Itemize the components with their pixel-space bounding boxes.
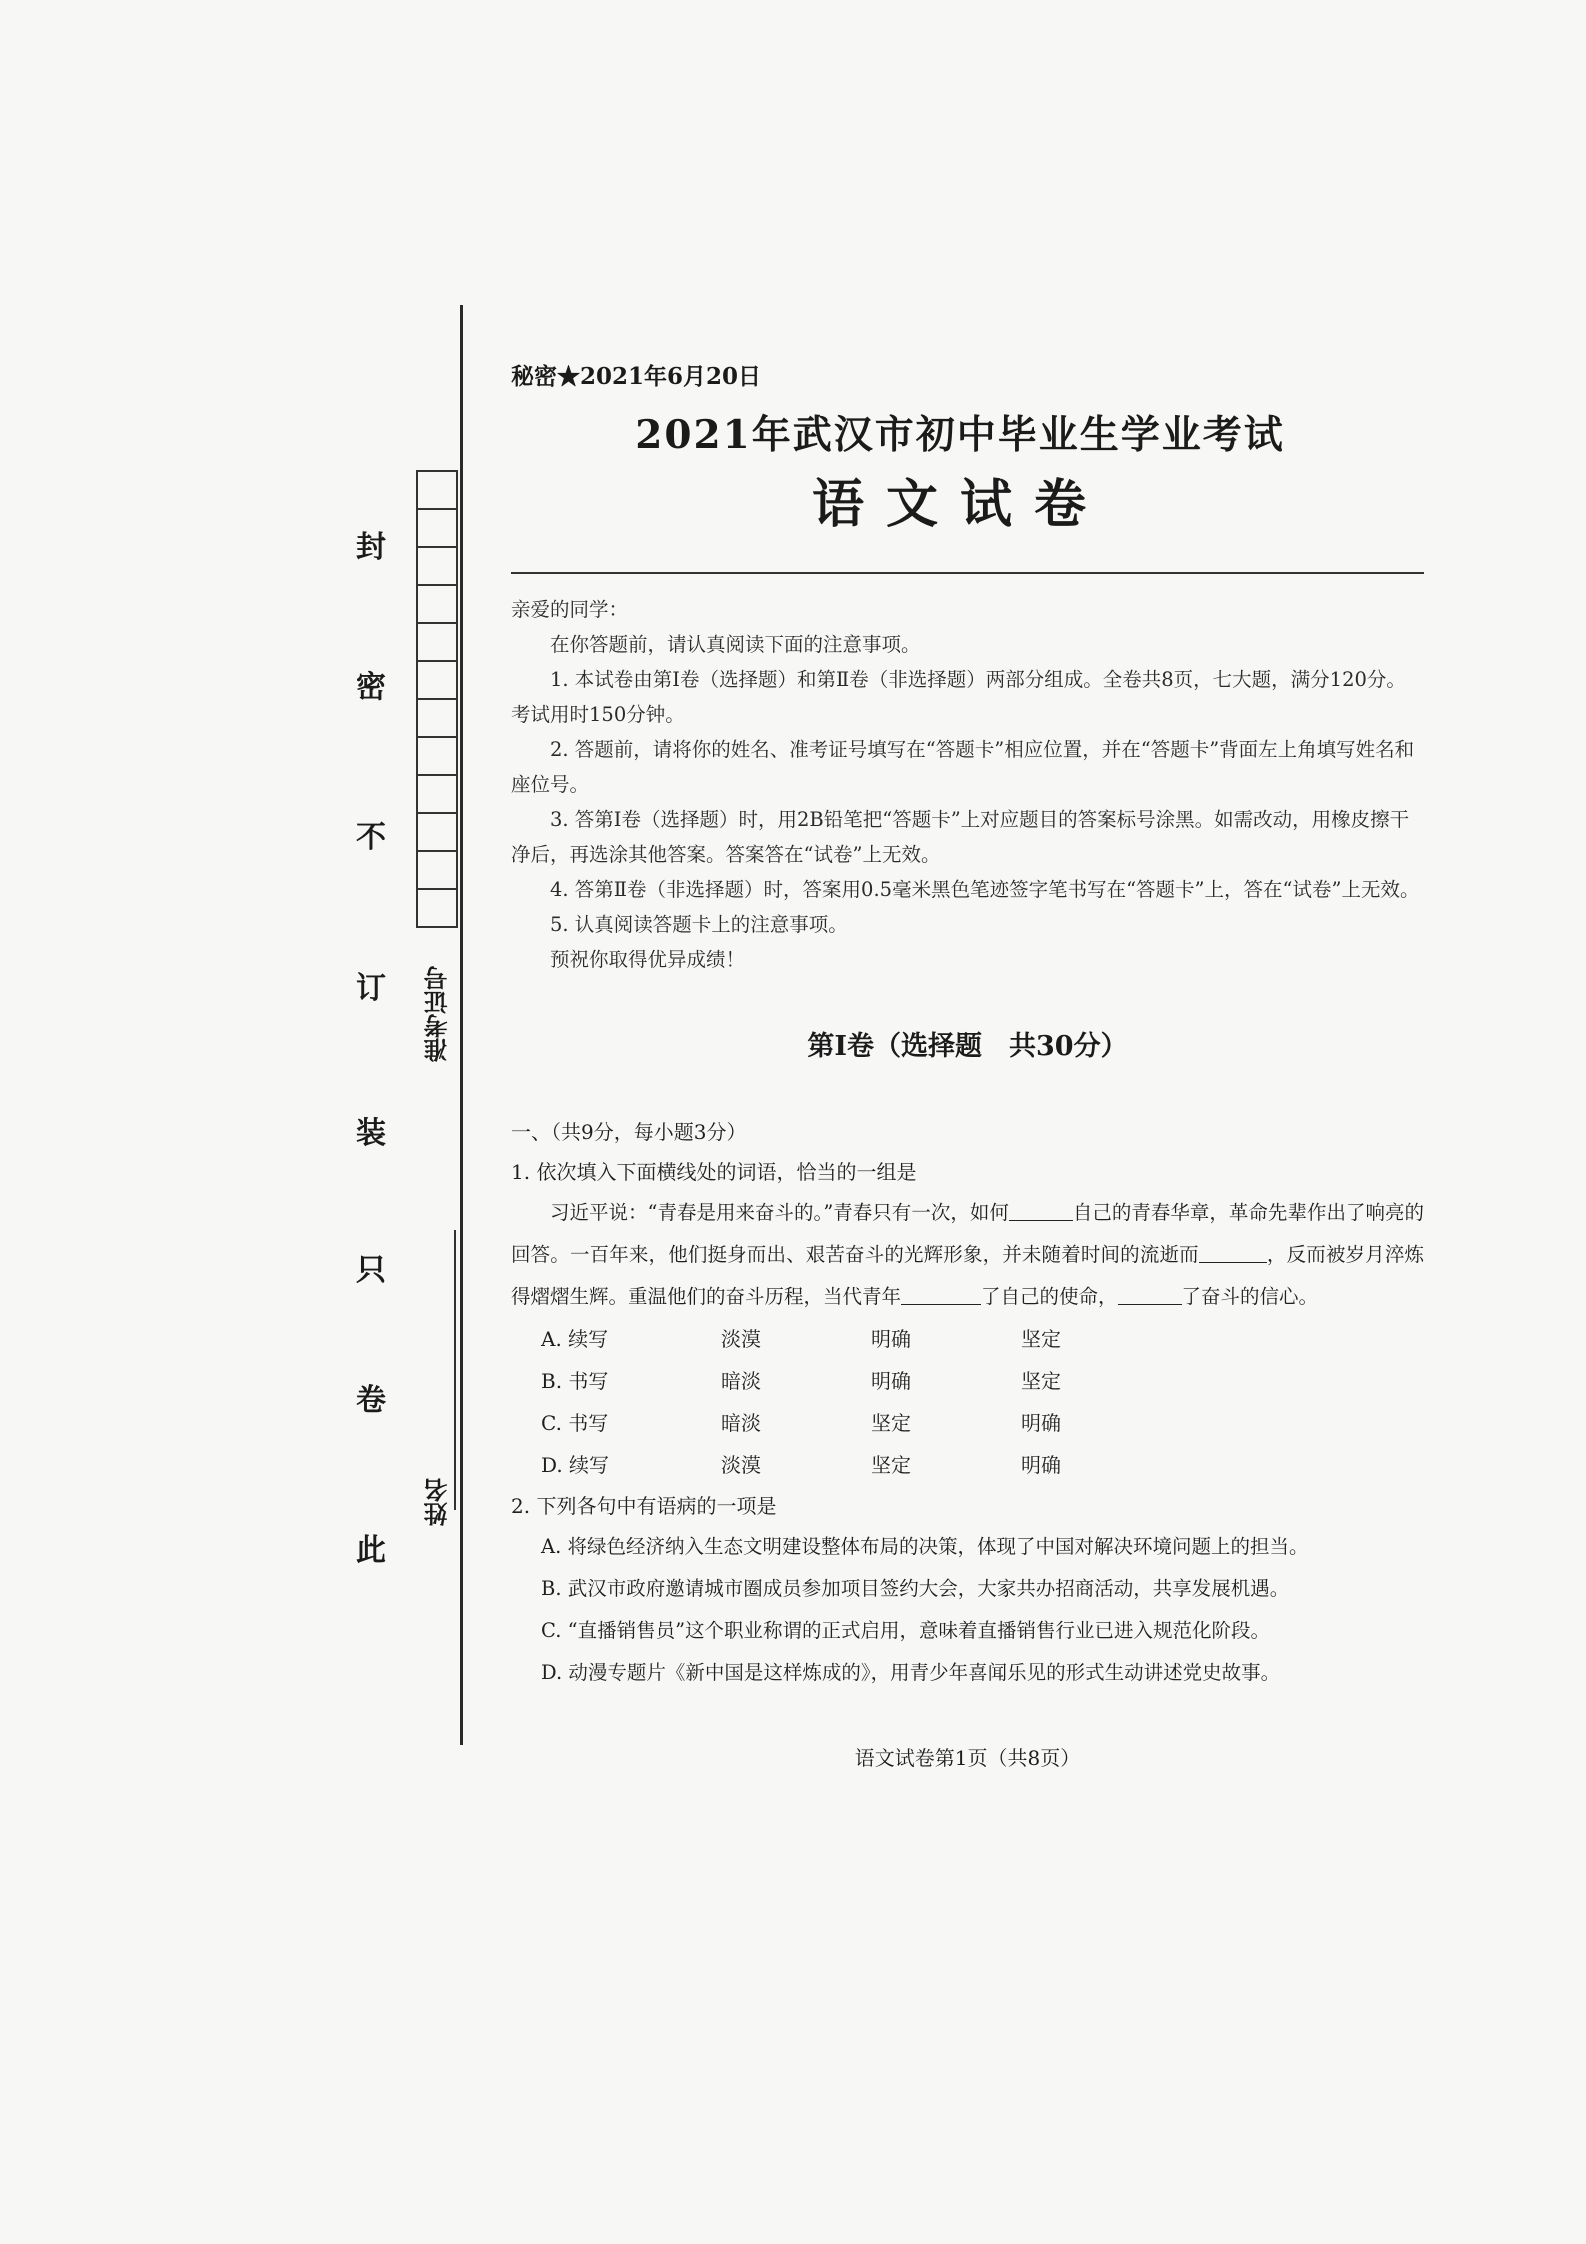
q2-option-b: B. 武汉市政府邀请城市圈成员参加项目签约大会，大家共办招商活动，共享发展机遇。 <box>541 1577 1290 1600</box>
option-cell: 坚定 <box>1021 1327 1061 1351</box>
seal-char-zhi: 只 <box>356 1253 386 1288</box>
notice-closing: 预祝你取得优异成绩！ <box>550 948 746 971</box>
seal-char-mi: 密 <box>356 670 386 705</box>
passage-seg-5: 了奋斗的信心。 <box>1181 1285 1319 1308</box>
notice-item-1: 1. 本试卷由第Ⅰ卷（选择题）和第Ⅱ卷（非选择题）两部分组成。全卷共8页，七大题，满分120分。考试用时150分钟。 <box>511 668 1406 726</box>
passage-seg-1: 习近平说：“青春是用来奋斗的。”青春只有一次，如何 <box>550 1201 1009 1224</box>
notice-item-2: 2. 答题前，请将你的姓名、准考证号填写在“答题卡”相应位置，并在“答题卡”背面左上角填写姓名和座位号。 <box>511 738 1415 796</box>
seal-char-bu: 不 <box>356 820 386 855</box>
name-label: 姓名 <box>424 1478 452 1526</box>
header-divider <box>511 572 1424 574</box>
notice-section <box>511 592 1424 977</box>
seal-char-juan: 卷 <box>356 1383 386 1418</box>
q1-passage <box>511 1192 1424 1318</box>
name-line[interactable] <box>454 1230 456 1510</box>
option-cell: B. 书写 <box>541 1369 609 1393</box>
notice-intro: 在你答题前，请认真阅读下面的注意事项。 <box>550 633 921 656</box>
page-footer: 语文试卷第1页（共8页） <box>854 1746 1081 1770</box>
option-cell: D. 续写 <box>541 1453 610 1477</box>
q1-option-b <box>511 1360 1424 1402</box>
exam-id-label: 准考证号 <box>424 966 452 1062</box>
option-cell: 暗淡 <box>721 1411 761 1435</box>
option-cell: A. 续写 <box>541 1327 609 1351</box>
q1-option-c <box>511 1402 1424 1444</box>
q2-option-a: A. 将绿色经济纳入生态文明建设整体布局的决策，体现了中国对解决环境问题上的担当。 <box>541 1535 1309 1558</box>
option-cell: 明确 <box>1021 1411 1061 1435</box>
q1-stem: 1. 依次填入下面横线处的词语，恰当的一组是 <box>511 1160 917 1184</box>
q1-option-d <box>511 1444 1424 1486</box>
blank-2 <box>1199 1243 1267 1264</box>
q2-stem: 2. 下列各句中有语病的一项是 <box>511 1494 777 1518</box>
option-cell: 坚定 <box>1021 1369 1061 1393</box>
option-cell: 明确 <box>871 1369 911 1393</box>
option-cell: 淡漠 <box>721 1327 761 1351</box>
paper-title: 语文试卷 <box>811 474 1108 535</box>
passage-seg-2: 自己的青春华章，革命先辈作出了响亮的回答。一百年来，他们挺身而出、艰苦奋斗的光辉形象，并未随着时间的流逝而 <box>511 1201 1424 1266</box>
seal-char-feng: 封 <box>356 530 386 565</box>
secret-date-line: 秘密★2021年6月20日 <box>511 363 762 390</box>
part1-title: 第Ⅰ卷（选择题 共30分） <box>807 1031 1128 1062</box>
q1-option-a <box>511 1318 1424 1360</box>
notice-item-3: 3. 答第Ⅰ卷（选择题）时，用2B铅笔把“答题卡”上对应题目的答案标号涂黑。如需改动，用橡皮擦干净后，再选涂其他答案。答案答在“试卷”上无效。 <box>511 808 1410 866</box>
blank-1 <box>1009 1201 1073 1222</box>
seal-char-ding: 订 <box>356 971 386 1006</box>
q2-option-c: C. “直播销售员”这个职业称谓的正式启用，意味着直播销售行业已进入规范化阶段。 <box>541 1619 1271 1642</box>
binding-line <box>460 305 463 1745</box>
seal-char-zhuang: 装 <box>356 1116 386 1151</box>
option-cell: 坚定 <box>871 1453 911 1477</box>
questions-section <box>511 1112 1424 1694</box>
passage-seg-3: ，反而被岁月淬炼得熠熠生辉。重温他们的奋斗历程，当代青年 <box>511 1243 1424 1308</box>
notice-greeting: 亲爱的同学： <box>511 598 629 621</box>
option-cell: 明确 <box>1021 1453 1061 1477</box>
notice-item-5: 5. 认真阅读答题卡上的注意事项。 <box>550 913 848 936</box>
seal-char-ci: 此 <box>356 1533 386 1568</box>
option-cell: C. 书写 <box>541 1411 609 1435</box>
blank-4 <box>1118 1285 1182 1306</box>
exam-title: 2021年武汉市初中毕业生学业考试 <box>635 412 1285 458</box>
blank-3 <box>901 1285 981 1306</box>
option-cell: 坚定 <box>871 1411 911 1435</box>
q2-option-d: D. 动漫专题片《新中国是这样炼成的》，用青少年喜闻乐见的形式生动讲述党史故事。 <box>541 1661 1281 1684</box>
option-cell: 暗淡 <box>721 1369 761 1393</box>
section-header: 一、（共9分，每小题3分） <box>511 1120 747 1144</box>
passage-seg-4: 了自己的使命， <box>981 1285 1118 1308</box>
option-cell: 淡漠 <box>721 1453 761 1477</box>
notice-item-4: 4. 答第Ⅱ卷（非选择题）时，答案用0.5毫米黑色笔迹签字笔书写在“答题卡”上，答在“试卷”上无效。 <box>550 878 1420 901</box>
option-cell: 明确 <box>871 1327 911 1351</box>
exam-id-boxes[interactable] <box>416 470 458 928</box>
